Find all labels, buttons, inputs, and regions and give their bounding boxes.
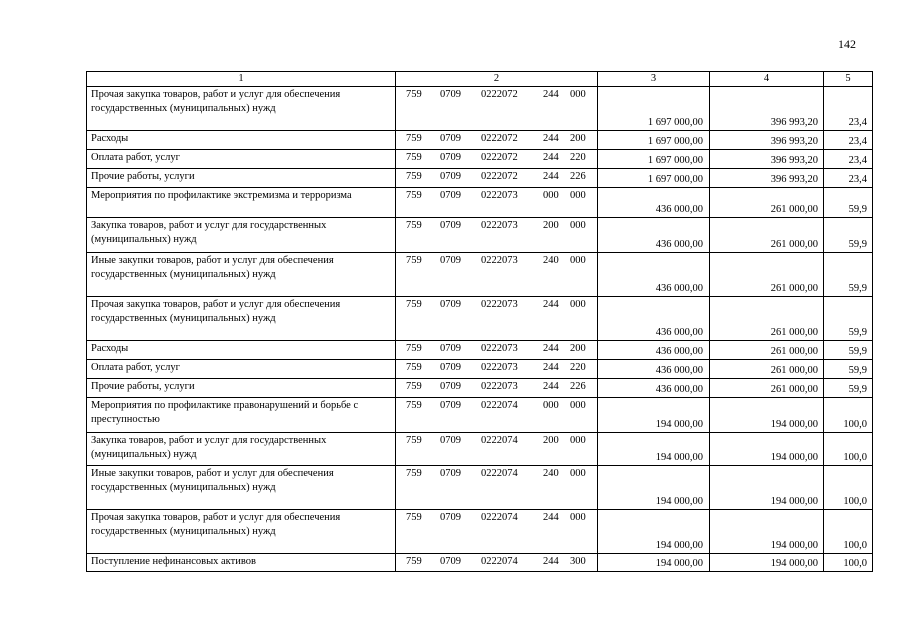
code-admin: 759 bbox=[406, 381, 422, 392]
table-row bbox=[87, 169, 873, 188]
row-name: Мероприятия по профилактике экстремизма и терроризма bbox=[87, 188, 396, 218]
code-expense-type: 000 bbox=[543, 400, 559, 411]
code-kosgu: 000 bbox=[570, 512, 586, 523]
code-section: 0709 bbox=[440, 255, 461, 266]
code-expense-type: 244 bbox=[543, 343, 559, 354]
code-section: 0709 bbox=[440, 362, 461, 373]
row-code bbox=[396, 341, 598, 360]
row-approved-amount: 436 000,00 bbox=[598, 188, 710, 218]
code-admin: 759 bbox=[406, 556, 422, 567]
code-kosgu: 000 bbox=[570, 400, 586, 411]
code-expense-type: 240 bbox=[543, 468, 559, 479]
code-target: 0222073 bbox=[481, 220, 518, 231]
row-code bbox=[396, 87, 598, 131]
code-section: 0709 bbox=[440, 343, 461, 354]
code-target: 0222074 bbox=[481, 435, 518, 446]
row-execution-percent: 100,0 bbox=[824, 433, 873, 466]
header-col-3: 3 bbox=[598, 72, 710, 87]
table-header-row bbox=[87, 72, 873, 87]
row-approved-amount: 1 697 000,00 bbox=[598, 131, 710, 150]
code-target: 0222073 bbox=[481, 255, 518, 266]
row-name: Прочая закупка товаров, работ и услуг для обеспечения государственных (муниципальных) нужд bbox=[87, 510, 396, 554]
row-approved-amount: 436 000,00 bbox=[598, 341, 710, 360]
code-kosgu: 226 bbox=[570, 381, 586, 392]
row-executed-amount: 261 000,00 bbox=[710, 297, 824, 341]
code-kosgu: 200 bbox=[570, 343, 586, 354]
code-expense-type: 244 bbox=[543, 512, 559, 523]
row-name: Расходы bbox=[87, 131, 396, 150]
row-execution-percent: 23,4 bbox=[824, 150, 873, 169]
row-code bbox=[396, 379, 598, 398]
table-row bbox=[87, 510, 873, 554]
table-row bbox=[87, 150, 873, 169]
code-section: 0709 bbox=[440, 400, 461, 411]
row-code bbox=[396, 169, 598, 188]
row-name: Расходы bbox=[87, 341, 396, 360]
code-target: 0222072 bbox=[481, 152, 518, 163]
row-code bbox=[396, 433, 598, 466]
row-code bbox=[396, 253, 598, 297]
row-execution-percent: 59,9 bbox=[824, 188, 873, 218]
row-execution-percent: 23,4 bbox=[824, 87, 873, 131]
table-row bbox=[87, 218, 873, 253]
table-row bbox=[87, 466, 873, 510]
code-section: 0709 bbox=[440, 299, 461, 310]
code-admin: 759 bbox=[406, 190, 422, 201]
row-name: Прочая закупка товаров, работ и услуг для обеспечения государственных (муниципальных) нужд bbox=[87, 297, 396, 341]
row-executed-amount: 261 000,00 bbox=[710, 341, 824, 360]
row-name: Закупка товаров, работ и услуг для государственных (муниципальных) нужд bbox=[87, 218, 396, 253]
row-code bbox=[396, 554, 598, 572]
code-expense-type: 244 bbox=[543, 381, 559, 392]
code-kosgu: 000 bbox=[570, 435, 586, 446]
page-number: 142 bbox=[838, 37, 856, 51]
code-kosgu: 226 bbox=[570, 171, 586, 182]
code-admin: 759 bbox=[406, 299, 422, 310]
row-approved-amount: 436 000,00 bbox=[598, 360, 710, 379]
row-execution-percent: 59,9 bbox=[824, 341, 873, 360]
row-executed-amount: 396 993,20 bbox=[710, 169, 824, 188]
table-row bbox=[87, 341, 873, 360]
code-admin: 759 bbox=[406, 400, 422, 411]
row-executed-amount: 194 000,00 bbox=[710, 554, 824, 572]
table-row bbox=[87, 87, 873, 131]
row-executed-amount: 261 000,00 bbox=[710, 379, 824, 398]
row-execution-percent: 59,9 bbox=[824, 253, 873, 297]
code-section: 0709 bbox=[440, 89, 461, 100]
code-section: 0709 bbox=[440, 512, 461, 523]
code-kosgu: 000 bbox=[570, 190, 586, 201]
code-expense-type: 244 bbox=[543, 89, 559, 100]
code-target: 0222074 bbox=[481, 468, 518, 479]
code-expense-type: 240 bbox=[543, 255, 559, 266]
row-name: Прочие работы, услуги bbox=[87, 169, 396, 188]
code-section: 0709 bbox=[440, 133, 461, 144]
row-execution-percent: 59,9 bbox=[824, 297, 873, 341]
row-approved-amount: 194 000,00 bbox=[598, 466, 710, 510]
code-kosgu: 000 bbox=[570, 255, 586, 266]
row-approved-amount: 1 697 000,00 bbox=[598, 169, 710, 188]
row-execution-percent: 59,9 bbox=[824, 360, 873, 379]
row-executed-amount: 396 993,20 bbox=[710, 150, 824, 169]
code-admin: 759 bbox=[406, 255, 422, 266]
code-admin: 759 bbox=[406, 89, 422, 100]
code-expense-type: 244 bbox=[543, 171, 559, 182]
row-code bbox=[396, 218, 598, 253]
row-name: Иные закупки товаров, работ и услуг для обеспечения государственных (муниципальных) нужд bbox=[87, 253, 396, 297]
code-admin: 759 bbox=[406, 171, 422, 182]
code-section: 0709 bbox=[440, 152, 461, 163]
row-code bbox=[396, 131, 598, 150]
code-admin: 759 bbox=[406, 220, 422, 231]
row-executed-amount: 194 000,00 bbox=[710, 510, 824, 554]
table-row bbox=[87, 253, 873, 297]
row-code bbox=[396, 297, 598, 341]
row-executed-amount: 261 000,00 bbox=[710, 253, 824, 297]
code-expense-type: 244 bbox=[543, 152, 559, 163]
code-target: 0222073 bbox=[481, 381, 518, 392]
code-target: 0222074 bbox=[481, 400, 518, 411]
code-kosgu: 000 bbox=[570, 299, 586, 310]
row-approved-amount: 436 000,00 bbox=[598, 218, 710, 253]
row-executed-amount: 194 000,00 bbox=[710, 466, 824, 510]
code-target: 0222072 bbox=[481, 89, 518, 100]
table-row bbox=[87, 360, 873, 379]
row-executed-amount: 261 000,00 bbox=[710, 218, 824, 253]
code-section: 0709 bbox=[440, 468, 461, 479]
row-approved-amount: 194 000,00 bbox=[598, 510, 710, 554]
row-executed-amount: 194 000,00 bbox=[710, 433, 824, 466]
row-execution-percent: 59,9 bbox=[824, 218, 873, 253]
code-section: 0709 bbox=[440, 381, 461, 392]
code-target: 0222072 bbox=[481, 133, 518, 144]
table-row bbox=[87, 297, 873, 341]
row-execution-percent: 23,4 bbox=[824, 131, 873, 150]
table-row bbox=[87, 188, 873, 218]
code-expense-type: 244 bbox=[543, 362, 559, 373]
row-name: Иные закупки товаров, работ и услуг для обеспечения государственных (муниципальных) нужд bbox=[87, 466, 396, 510]
row-approved-amount: 436 000,00 bbox=[598, 253, 710, 297]
table-row bbox=[87, 398, 873, 433]
row-execution-percent: 100,0 bbox=[824, 398, 873, 433]
row-code bbox=[396, 150, 598, 169]
code-kosgu: 200 bbox=[570, 133, 586, 144]
table-row bbox=[87, 554, 873, 572]
row-name: Поступление нефинансовых активов bbox=[87, 554, 396, 572]
row-name: Оплата работ, услуг bbox=[87, 360, 396, 379]
row-code bbox=[396, 398, 598, 433]
row-execution-percent: 100,0 bbox=[824, 554, 873, 572]
row-code bbox=[396, 510, 598, 554]
row-approved-amount: 1 697 000,00 bbox=[598, 87, 710, 131]
code-expense-type: 200 bbox=[543, 435, 559, 446]
row-code bbox=[396, 360, 598, 379]
code-kosgu: 300 bbox=[570, 556, 586, 567]
code-section: 0709 bbox=[440, 171, 461, 182]
code-kosgu: 000 bbox=[570, 89, 586, 100]
code-kosgu: 000 bbox=[570, 220, 586, 231]
code-expense-type: 244 bbox=[543, 133, 559, 144]
budget-table bbox=[86, 71, 873, 572]
code-admin: 759 bbox=[406, 152, 422, 163]
code-target: 0222074 bbox=[481, 556, 518, 567]
code-admin: 759 bbox=[406, 435, 422, 446]
header-col-4: 4 bbox=[710, 72, 824, 87]
code-admin: 759 bbox=[406, 133, 422, 144]
row-code bbox=[396, 466, 598, 510]
code-section: 0709 bbox=[440, 556, 461, 567]
code-target: 0222074 bbox=[481, 512, 518, 523]
row-name: Оплата работ, услуг bbox=[87, 150, 396, 169]
row-execution-percent: 100,0 bbox=[824, 466, 873, 510]
code-target: 0222073 bbox=[481, 362, 518, 373]
row-execution-percent: 23,4 bbox=[824, 169, 873, 188]
code-expense-type: 244 bbox=[543, 556, 559, 567]
table-row bbox=[87, 379, 873, 398]
row-approved-amount: 194 000,00 bbox=[598, 433, 710, 466]
header-col-1: 1 bbox=[87, 72, 396, 87]
table-row bbox=[87, 433, 873, 466]
code-expense-type: 200 bbox=[543, 220, 559, 231]
code-section: 0709 bbox=[440, 435, 461, 446]
code-admin: 759 bbox=[406, 343, 422, 354]
code-admin: 759 bbox=[406, 512, 422, 523]
row-executed-amount: 261 000,00 bbox=[710, 188, 824, 218]
row-execution-percent: 100,0 bbox=[824, 510, 873, 554]
code-expense-type: 244 bbox=[543, 299, 559, 310]
code-section: 0709 bbox=[440, 190, 461, 201]
row-name: Закупка товаров, работ и услуг для государственных (муниципальных) нужд bbox=[87, 433, 396, 466]
code-kosgu: 220 bbox=[570, 362, 586, 373]
row-code bbox=[396, 188, 598, 218]
code-target: 0222072 bbox=[481, 171, 518, 182]
code-target: 0222073 bbox=[481, 343, 518, 354]
header-col-2: 2 bbox=[396, 72, 598, 87]
row-name: Прочая закупка товаров, работ и услуг для обеспечения государственных (муниципальных) нужд bbox=[87, 87, 396, 131]
header-col-5: 5 bbox=[824, 72, 873, 87]
row-executed-amount: 194 000,00 bbox=[710, 398, 824, 433]
code-admin: 759 bbox=[406, 468, 422, 479]
row-name: Мероприятия по профилактике правонарушений и борьбе с преступностью bbox=[87, 398, 396, 433]
row-approved-amount: 436 000,00 bbox=[598, 297, 710, 341]
table-row bbox=[87, 131, 873, 150]
code-admin: 759 bbox=[406, 362, 422, 373]
row-approved-amount: 194 000,00 bbox=[598, 398, 710, 433]
code-expense-type: 000 bbox=[543, 190, 559, 201]
row-executed-amount: 396 993,20 bbox=[710, 131, 824, 150]
row-approved-amount: 436 000,00 bbox=[598, 379, 710, 398]
code-section: 0709 bbox=[440, 220, 461, 231]
row-executed-amount: 396 993,20 bbox=[710, 87, 824, 131]
code-target: 0222073 bbox=[481, 299, 518, 310]
row-executed-amount: 261 000,00 bbox=[710, 360, 824, 379]
code-kosgu: 000 bbox=[570, 468, 586, 479]
row-approved-amount: 194 000,00 bbox=[598, 554, 710, 572]
code-kosgu: 220 bbox=[570, 152, 586, 163]
row-execution-percent: 59,9 bbox=[824, 379, 873, 398]
row-name: Прочие работы, услуги bbox=[87, 379, 396, 398]
row-approved-amount: 1 697 000,00 bbox=[598, 150, 710, 169]
code-target: 0222073 bbox=[481, 190, 518, 201]
